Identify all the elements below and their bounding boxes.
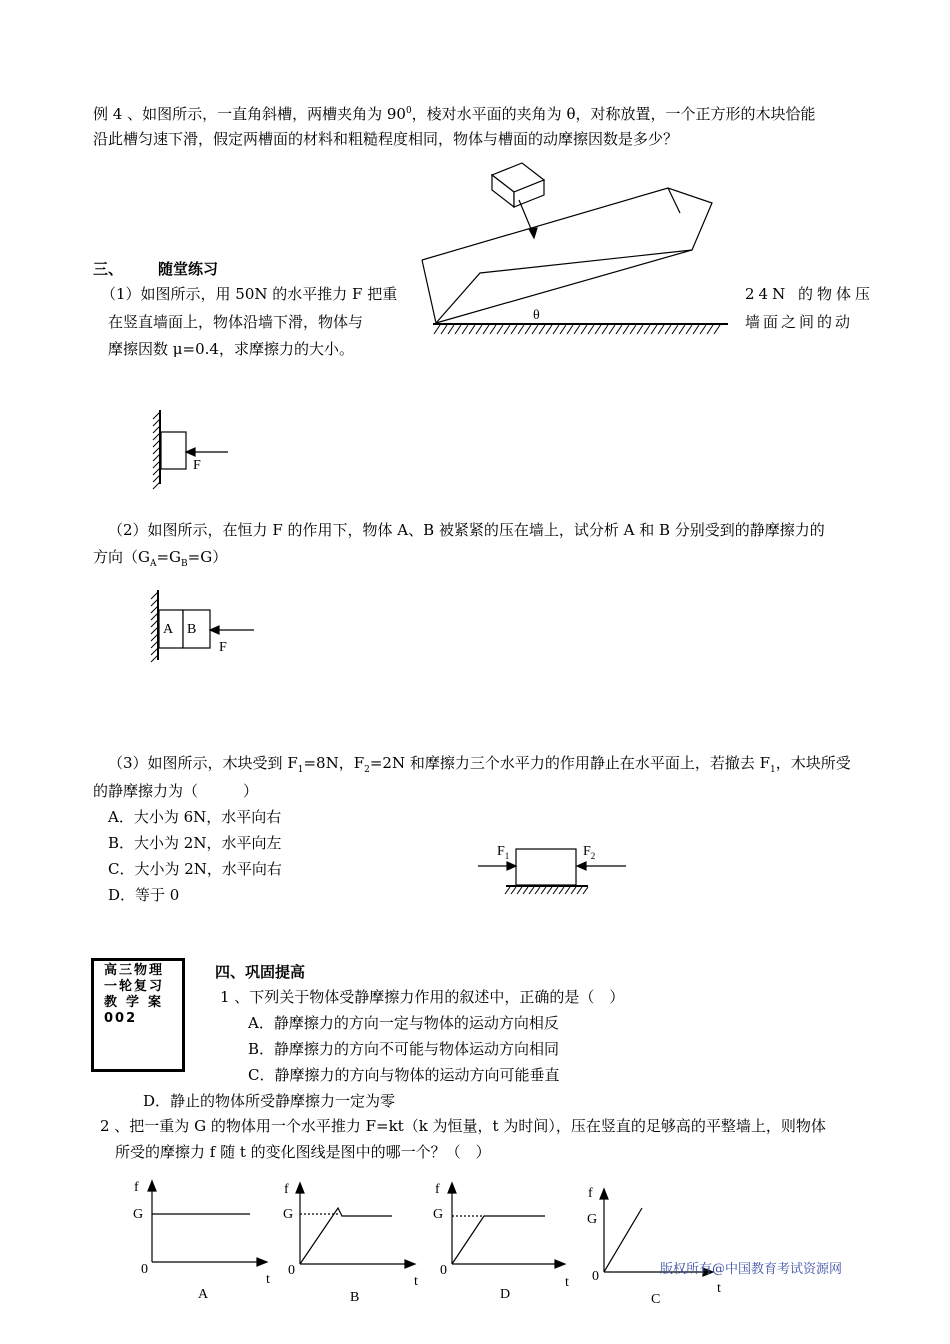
section4-title: 四、巩固提高	[215, 963, 306, 981]
section3-num: 三、	[93, 260, 124, 278]
q3-fig-f1: $F_1$	[497, 844, 510, 861]
graph-c-f: f	[588, 1186, 593, 1201]
graph-b-g: G	[283, 1207, 294, 1222]
p2-line1: 2 、把一重为 G 的物体用一个水平推力 F=kt（k 为恒量，t 为时间），压在竖直的足够高的平整墙上，则物体	[100, 1117, 826, 1135]
box-line1: 高三物理	[104, 963, 165, 978]
graph-c-o: 0	[592, 1269, 599, 1284]
graph-b-o: 0	[288, 1263, 295, 1278]
box-line3: 教学案	[104, 995, 171, 1010]
section3-title: 随堂练习	[158, 260, 219, 278]
p1-option-d: D．静止的物体所受静摩擦力一定为零	[143, 1092, 396, 1110]
graph-a	[148, 1181, 267, 1266]
degree-sup: 0	[405, 106, 412, 116]
q3-option-a: A．大小为 6N，水平向右	[108, 808, 282, 826]
graph-d-t: t	[565, 1275, 569, 1290]
q3-line1: （3）如图所示，木块受到 $F_1=8N$，$F_2=2N$ 和摩擦力三个水平力的作用静止在水平面上，若撤去 $F_1$，木块所受	[108, 754, 851, 775]
q2-line2: 方向$(G_A=G_B=G)$	[93, 548, 228, 569]
q3-option-b: B．大小为 2N，水平向左	[108, 834, 282, 852]
q3-fig-f2: $F_2$	[583, 844, 596, 861]
graph-a-name: A	[198, 1287, 209, 1302]
p1-option-a: A．静摩擦力的方向一定与物体的运动方向相反	[248, 1014, 559, 1032]
graph-d-f: f	[435, 1182, 440, 1197]
box-line4: 002	[104, 1011, 138, 1026]
graph-d	[448, 1183, 565, 1268]
q3-line2: 的静摩擦力为（ ）	[93, 782, 259, 800]
graph-a-f: f	[134, 1180, 139, 1195]
graph-c-name: C	[651, 1292, 661, 1307]
q1-line2a: 在竖直墙面上，物体沿墙下滑，物体与	[108, 313, 364, 331]
p1-option-c: C．静摩擦力的方向与物体的运动方向可能垂直	[248, 1066, 560, 1084]
q1-line1b: 24N 的物体压	[745, 285, 874, 303]
q1-fig-f: F	[193, 458, 201, 473]
ex4-line1: 例 4 、如图所示，一直角斜槽，两槽夹角为 $90^0$，棱对水平面的夹角为 θ，对称放置，一个正方形的木块恰能	[93, 105, 816, 123]
graph-c-t: t	[717, 1281, 721, 1296]
q2-fig-f: F	[219, 640, 227, 655]
q1-line1a: （1）如图所示，用 50N 的水平推力 F 把重	[101, 285, 398, 303]
box-line2: 一轮复习	[104, 979, 165, 994]
theta-label: θ	[533, 308, 540, 323]
p1-stem: 1 、下列关于物体受静摩擦力作用的叙述中，正确的是（ ）	[220, 988, 625, 1006]
graph-d-name: D	[500, 1287, 511, 1302]
q3-option-c: C．大小为 2N，水平向右	[108, 860, 282, 878]
graph-b-name: B	[350, 1290, 360, 1305]
ex4-line2: 沿此槽匀速下滑，假定两槽面的材料和粗糙程度相同，物体与槽面的动摩擦因数是多少？	[93, 130, 679, 148]
q2-fig-a: A	[163, 622, 174, 637]
graph-b-t: t	[414, 1274, 418, 1289]
graph-a-t: t	[266, 1272, 270, 1287]
graph-c-g: G	[587, 1212, 598, 1227]
p1-option-b: B．静摩擦力的方向不可能与物体运动方向相同	[248, 1040, 560, 1058]
p2-line2: 所受的摩擦力 f 随 t 的变化图线是图中的哪一个？（ ）	[115, 1143, 491, 1161]
q1-line2b: 墙面之间的动	[745, 313, 854, 331]
q2-fig-b: B	[187, 622, 197, 637]
q3-option-d: D．等于 0	[108, 886, 180, 904]
copyright-link[interactable]: 版权所有@中国教育考试资源网	[660, 1262, 843, 1277]
graph-b	[296, 1183, 415, 1268]
graph-a-g: G	[133, 1207, 144, 1222]
graph-b-f: f	[284, 1182, 289, 1197]
graph-a-o: 0	[141, 1262, 148, 1277]
graph-d-o: 0	[440, 1263, 447, 1278]
graph-d-g: G	[433, 1207, 444, 1222]
q2-line1: （2）如图所示，在恒力 F 的作用下，物体 A、B 被紧紧的压在墙上，试分析 A 和 B 分别受到的静摩擦力的	[108, 521, 825, 539]
q1-line3: 摩擦因数 μ=0.4，求摩擦力的大小。	[108, 340, 354, 358]
